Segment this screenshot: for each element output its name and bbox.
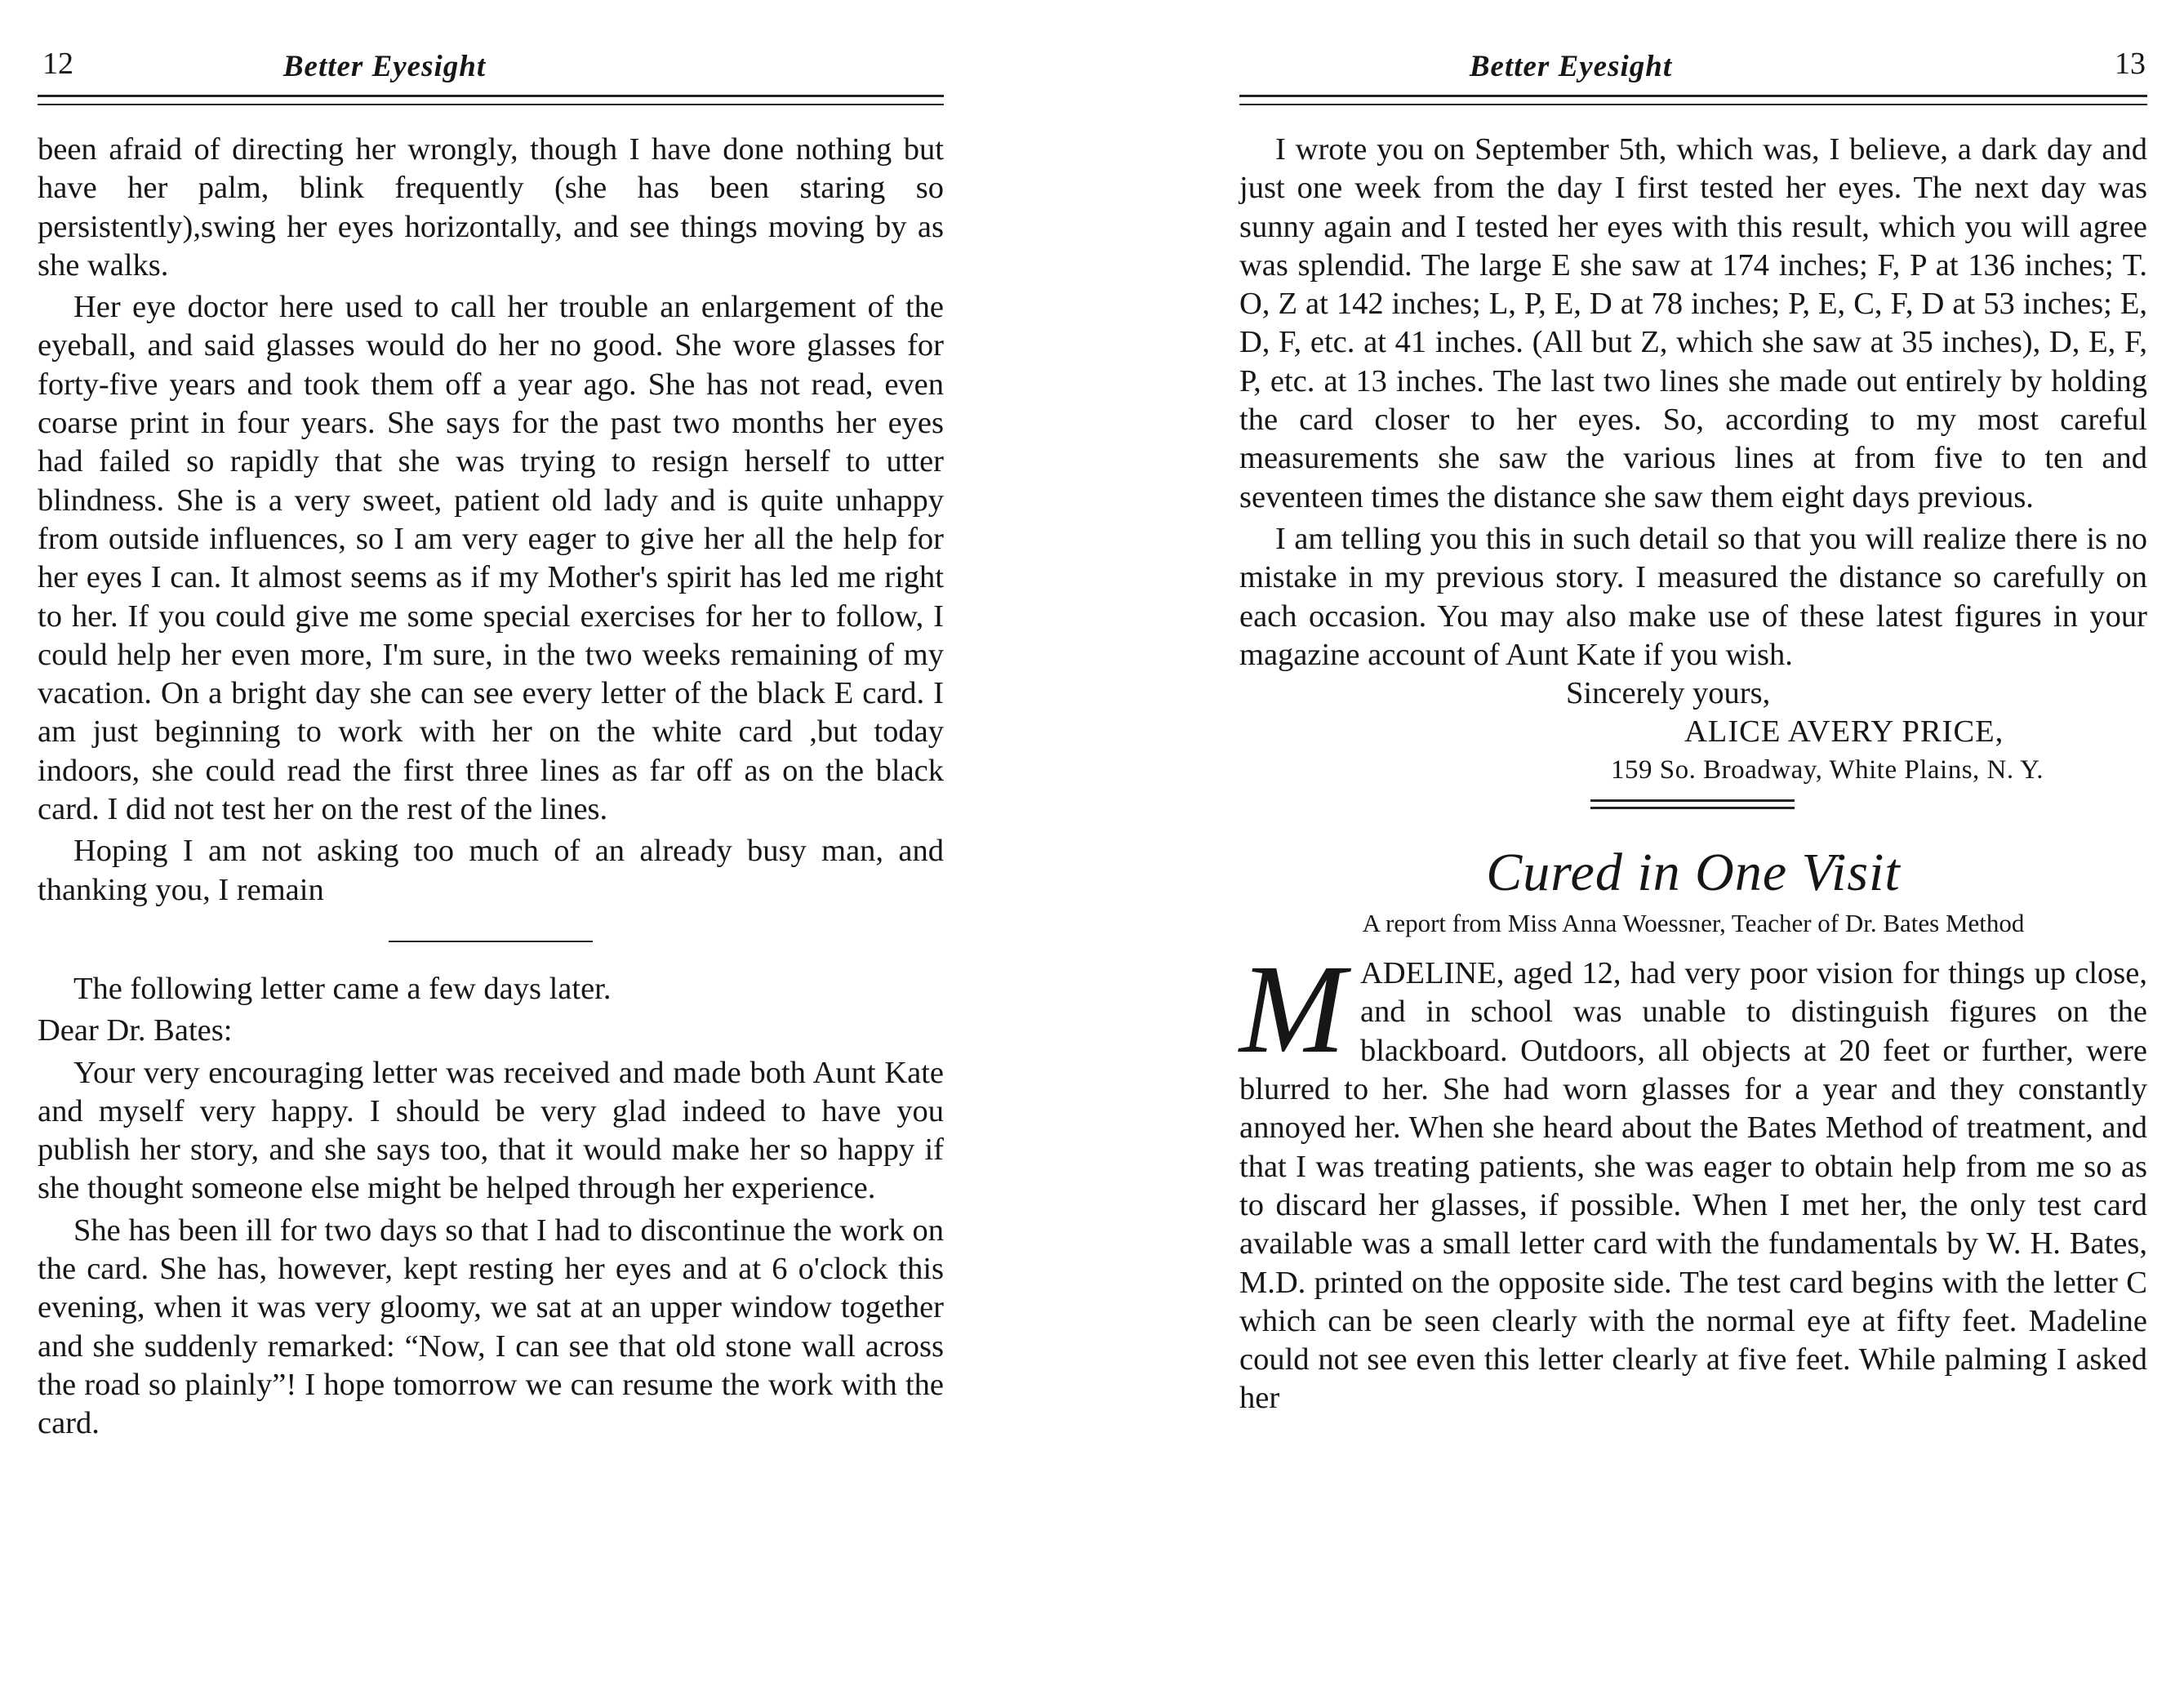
- right-page: [1239, 0, 2147, 1691]
- signature: ALICE AVERY PRICE,: [1684, 714, 2004, 750]
- running-title: Better Eyesight: [282, 50, 487, 83]
- header-rule: [38, 95, 944, 105]
- article-paragraph: [1239, 938, 2147, 1418]
- paragraph: I am telling you this in such detail so that you will realize there is no mistake in my previous story. I measured the distance so carefully on each occasion. You may also make use of these latest figures in your magazine account of Aunt Kate if you wish.: [1239, 521, 2147, 672]
- paragraph: Hoping I am not asking too much of an already busy man, and thanking you, I remain: [38, 834, 944, 907]
- paragraph: Her eye doctor here used to call her trouble an enlargement of the eyeball, and said glasses would do her no good. She wore glasses for forty-five years and took them off a year ago. She has not read, even coarse print in four years. She says for the past two months her eyes had failed so rapidly that she was trying to resign herself to utter blindness. She is a very sweet, patient old lady and is quite unhappy from outside influences, so I am very eager to give her all the help for her eyes I can. It almost seems as if my Mother's spirit has led me right to her. If you could give me some special exercises for her to follow, I could help her even more, I'm sure, in the two weeks remaining of my vacation. On a bright day she can see every letter of the black E card. I am just beginning to work with her on the white card ,but today indoors, she could read the first three lines as far off as on the black card. I did not test her on the rest of the lines.: [38, 290, 944, 827]
- header-rule: [1239, 95, 2147, 105]
- letter-salutation: Dear Dr. Bates:: [38, 1013, 233, 1048]
- paragraph: I wrote you on September 5th, which was, I believe, a dark day and just one week from the day I first tested her eyes. The next day was sunny again and I tested her eyes with this result, which you will agree was splendid. The large E she saw at 174 inches; F, P at 136 inches; T. O, Z at 142 inches; L, P, E, D at 78 inches; P, E, C, F, D at 53 inches; E, D, F, etc. at 41 inches. (All but Z, which she saw at 35 inches), D, E, F, P, etc. at 13 inches. The last two lines she made out entirely by holding the card closer to her eyes. So, according to my most careful measurements she saw the various lines at from five to ten and seventeen times the distance she saw them eight days previous.: [1239, 132, 2147, 514]
- running-title: Better Eyesight: [1469, 50, 1673, 83]
- article: [1239, 842, 2147, 1418]
- paragraph: Your very encouraging letter was received and made both Aunt Kate and myself very happy. I should be very glad indeed to have you publish her story, and she says too, that it would make her so happy if she thought someone else might be helped through her experience.: [38, 1055, 944, 1206]
- address: 159 So. Broadway, White Plains, N. Y.: [1611, 755, 2044, 785]
- article-title: Cured in One Visit: [1486, 843, 1901, 903]
- section-divider: [389, 941, 593, 942]
- drop-cap: M: [1239, 938, 1346, 1080]
- closing-salutation: Sincerely yours,: [1566, 676, 1771, 711]
- running-head: [1239, 42, 2147, 91]
- paragraph: The following letter came a few days later.: [73, 971, 612, 1006]
- page-number: 12: [42, 47, 73, 81]
- article-body: ADELINE, aged 12, had very poor vision for things up close, and in school was unable to distinguish figures on the blackboard. Outdoors, all objects at 20 feet or further, were blurred to her. She had worn glasses for a year and they constantly annoyed her. When she heard about the Bates Method of treatment, and that I was treating patients, she was eager to obtain help from me so as to discard her glasses, if possible. When I met her, the only test card available was a small letter card with the fundamentals by W. H. Bates, M.D. printed on the opposite side. The test card begins with the letter C which can be seen clearly with the normal eye at fifty feet. Madeline could not see even this letter clearly at five feet. While palming I asked her: [1239, 956, 2147, 1416]
- left-body-text: [38, 131, 944, 1444]
- left-page: [38, 0, 944, 1691]
- section-divider: [1590, 799, 1795, 809]
- running-head: [38, 42, 944, 91]
- letter-closing: [1239, 674, 2147, 790]
- paragraph: She has been ill for two days so that I had to discontinue the work on the card. She has, however, kept resting her eyes and at 6 o'clock this evening, when it was very gloomy, we sat at an upper window together and she suddenly remarked: “Now, I can see that old stone wall across the road so plainly”! I hope tomorrow we can resume the work with the card.: [38, 1213, 944, 1441]
- paragraph: been afraid of directing her wrongly, though I have done nothing but have her palm, blink frequently (she has been staring so persistently),swing her eyes horizontally, and see things moving by as she walks.: [38, 132, 944, 283]
- article-byline: A report from Miss Anna Woessner, Teacher of Dr. Bates Method: [1362, 909, 2025, 938]
- right-body-text: [1239, 131, 2147, 1418]
- page-number: 13: [2115, 47, 2146, 81]
